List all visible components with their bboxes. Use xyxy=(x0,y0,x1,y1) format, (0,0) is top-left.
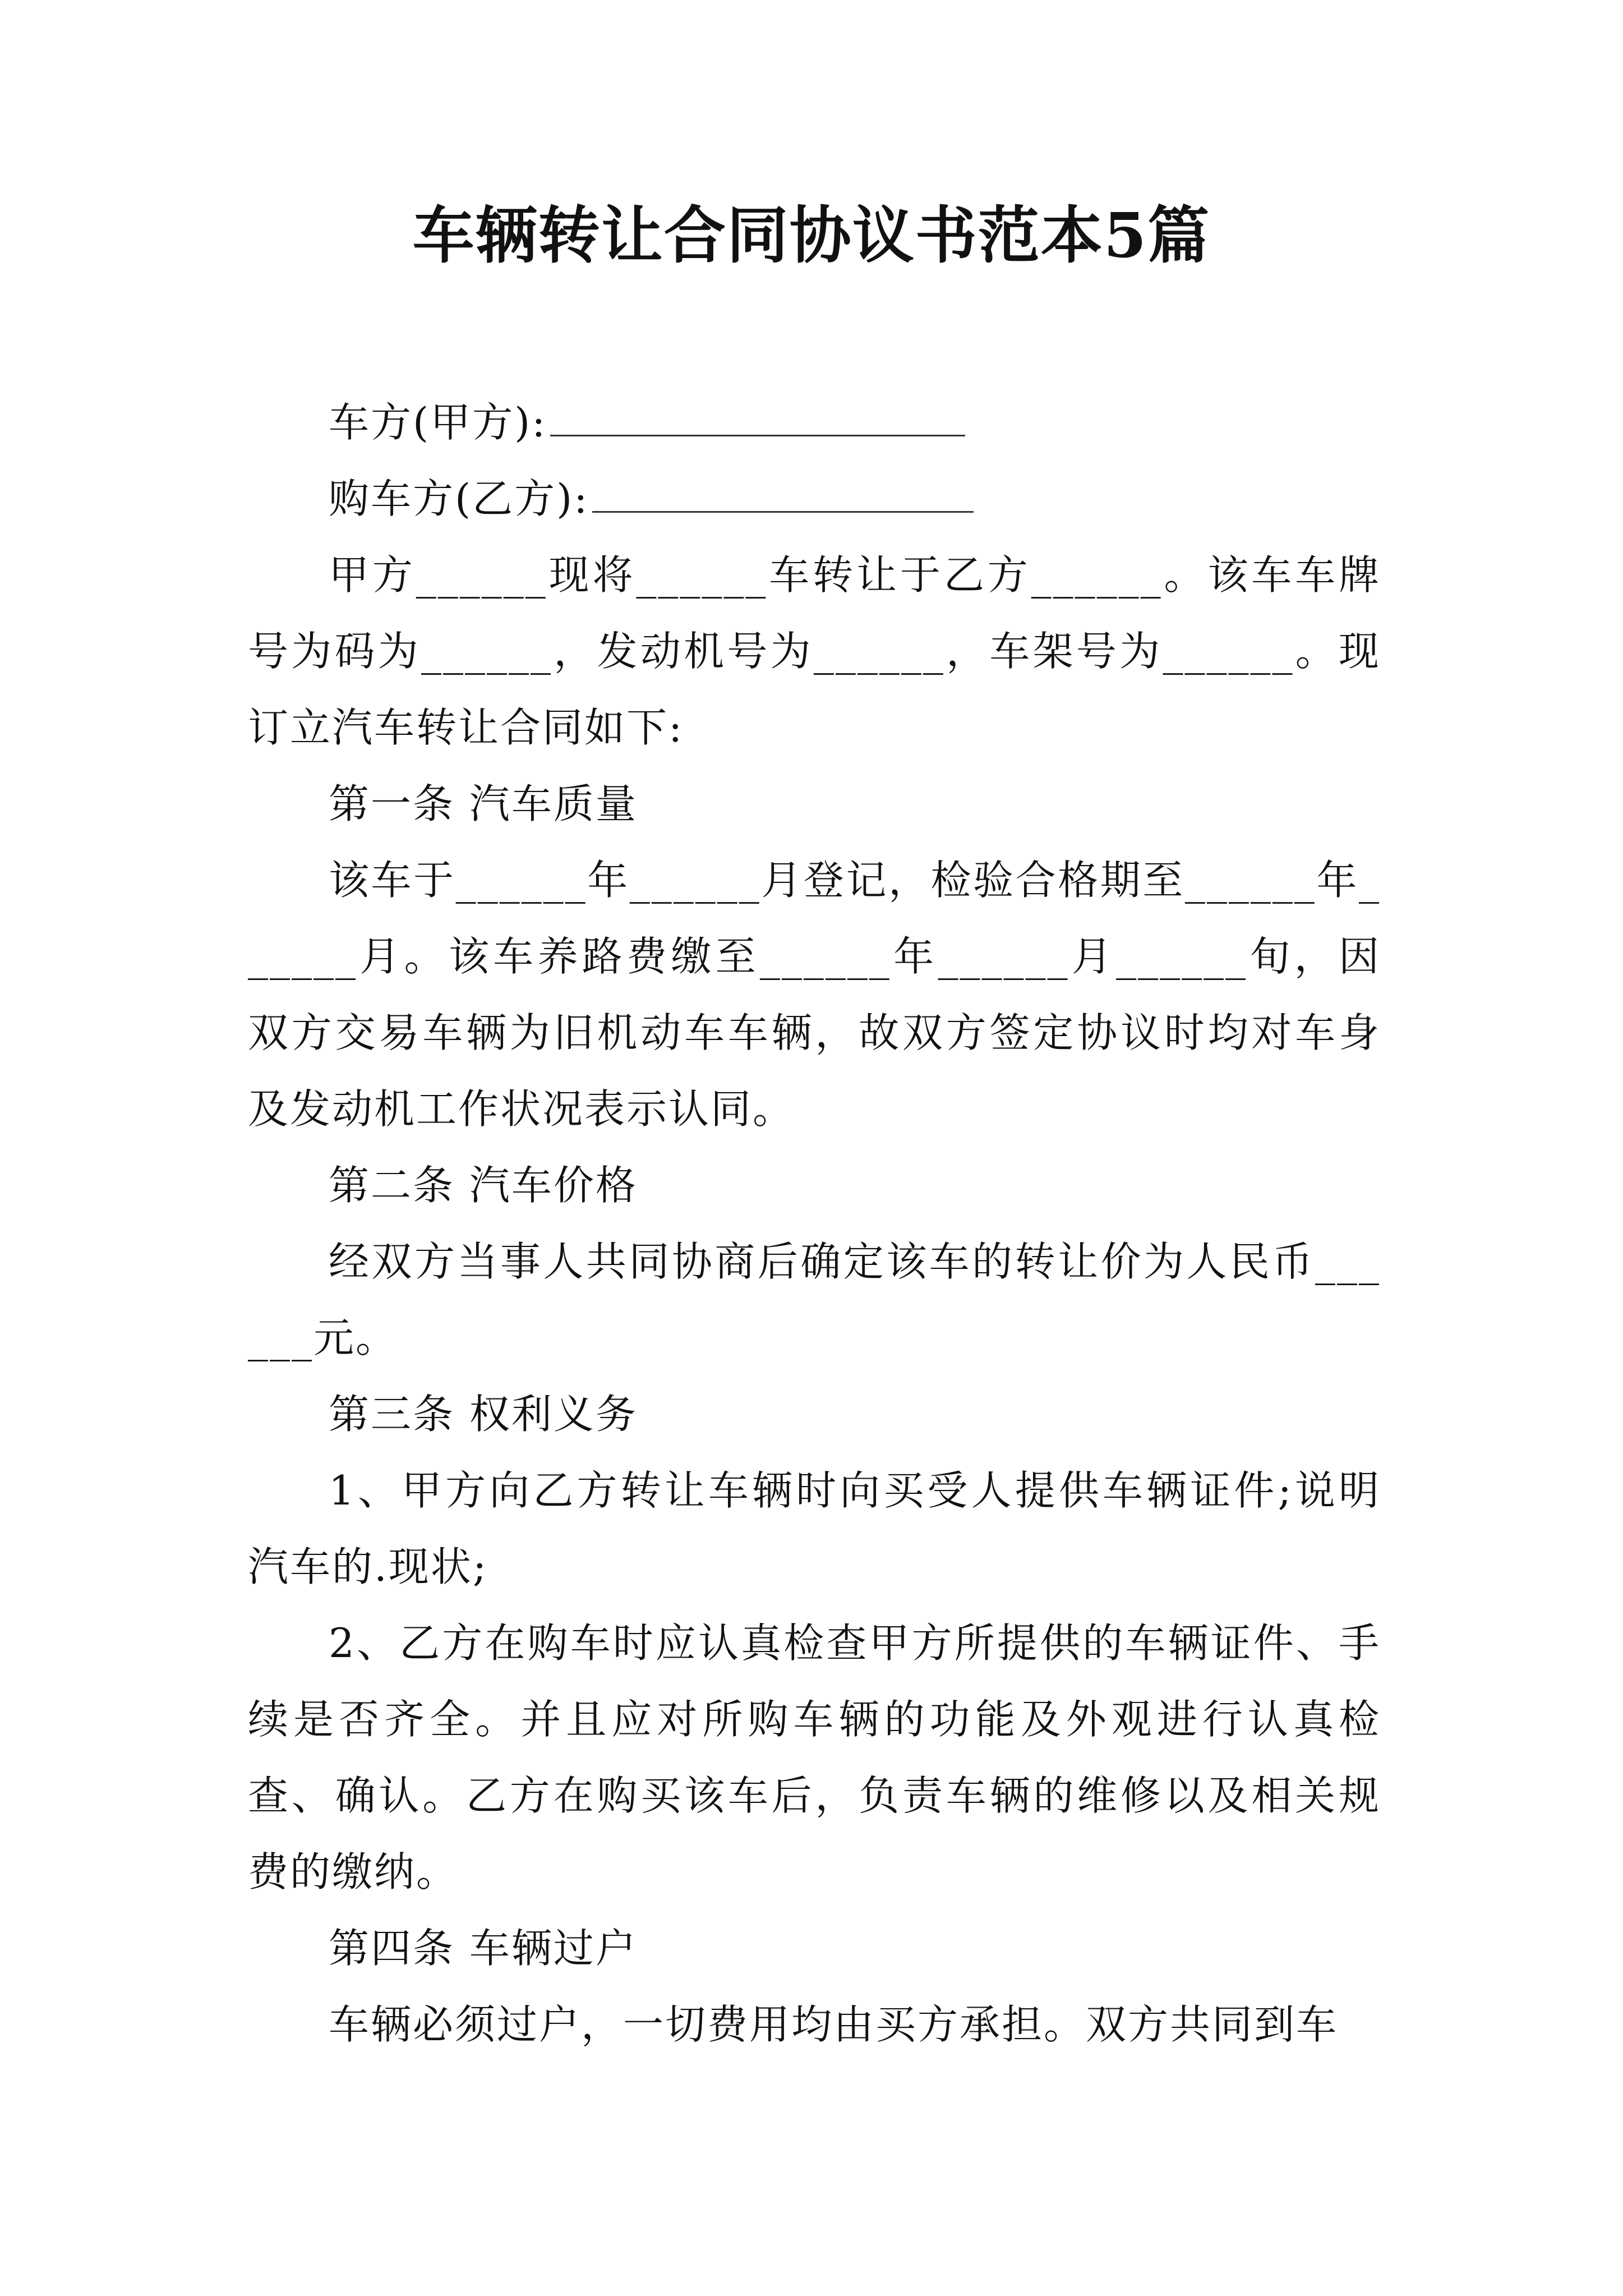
buyer-label: 购车方(乙方): xyxy=(329,475,589,522)
article1-heading: 第一条 汽车质量 xyxy=(329,780,638,827)
article4-heading: 第四条 车辆过户 xyxy=(329,1925,638,1972)
article4-paragraph: 车辆必须过户，一切费用均由买方承担。双方共同到车 xyxy=(329,2001,1339,2048)
article2-heading: 第二条 汽车价格 xyxy=(329,1162,638,1209)
seller-blank xyxy=(550,402,965,436)
seller-field xyxy=(248,384,1381,461)
document-title: 车辆转让合同协议书范本5篇 xyxy=(412,199,1211,272)
buyer-blank xyxy=(592,478,974,513)
article2-paragraph: 经双方当事人共同协商后确定该车的转让价为人民币______元。 xyxy=(248,1238,1381,1361)
intro-paragraph: 甲方______现将______车转让于乙方______。该车车牌号为码为______，发动机号为______，车架号为______。现订立汽车转让合同如下: xyxy=(248,551,1381,751)
document-body xyxy=(248,384,1381,2063)
buyer-field xyxy=(248,461,1381,537)
article3-heading: 第三条 权利义务 xyxy=(329,1391,638,1438)
article3-item1: 1、甲方向乙方转让车辆时向买受人提供车辆证件;说明汽车的.现状; xyxy=(248,1467,1381,1590)
article3-item2: 2、乙方在购车时应认真检查甲方所提供的车辆证件、手续是否齐全。并且应对所购车辆的功能及外观进行认真检查、确认。乙方在购买该车后，负责车辆的维修以及相关规费的缴纳。 xyxy=(248,1619,1381,1895)
seller-label: 车方(甲方): xyxy=(329,399,547,446)
article1-paragraph: 该车于______年______月登记，检验合格期至______年______月。该车养路费缴至______年______月______旬，因双方交易车辆为旧机动车车辆，故双方签定协议时均对车身及发动机工作状况表示认同。 xyxy=(248,857,1381,1133)
